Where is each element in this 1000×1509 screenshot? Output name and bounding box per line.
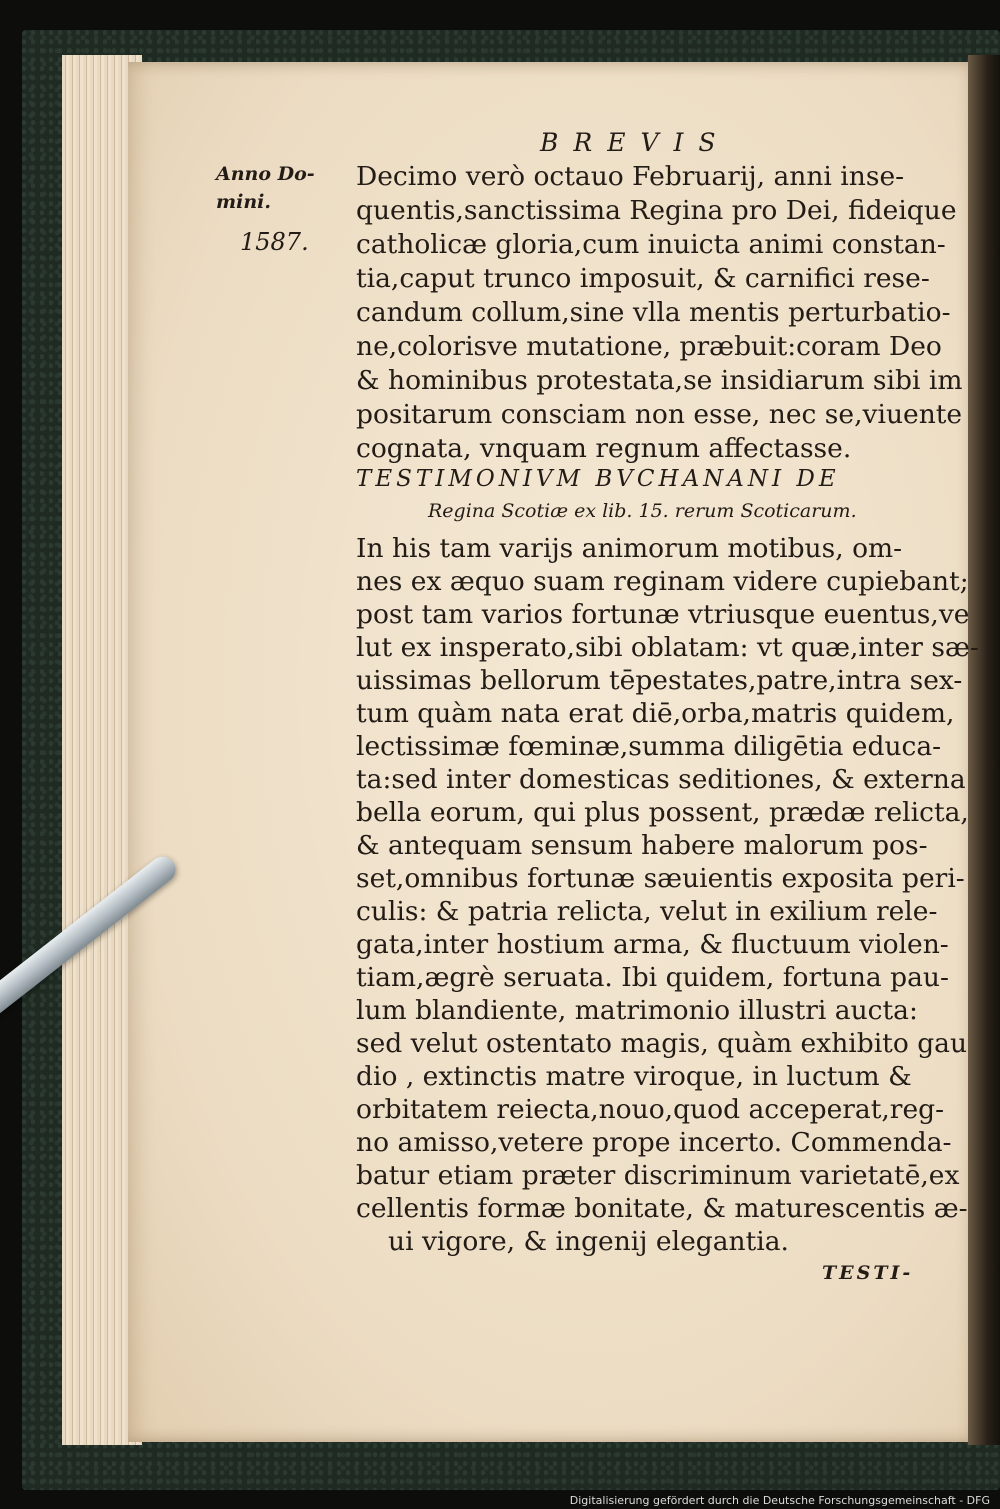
text-line: set,omnibus fortunæ sæuientis exposita peri- (356, 863, 965, 894)
margin-note-line: mini. (216, 191, 271, 213)
text-line: bella eorum, qui plus possent, prædæ relicta, (356, 797, 969, 828)
text-line: tiam,ægrè seruata. Ibi quidem, fortuna pau- (356, 962, 949, 993)
text-line: lum blandiente, matrimonio illustri aucta: (356, 995, 918, 1026)
catchword: TESTI- (822, 1262, 914, 1284)
margin-note-line: Anno Do- (216, 163, 315, 185)
text-line: batur etiam præter discriminum varietatē,ex (356, 1160, 960, 1191)
text-line: ta:sed inter domesticas seditiones, & externa (356, 764, 966, 795)
text-line: candum collum,sine vlla mentis perturbatio- (356, 297, 951, 328)
text-line: orbitatem reiecta,nouo,quod acceperat,reg- (356, 1094, 945, 1125)
text-line: ui vigore, & ingenij elegantia. (388, 1226, 789, 1257)
footer-credit: Digitalisierung gefördert durch die Deutsche Forschungsgemeinschaft - DFG (569, 1494, 990, 1507)
text-line: lut ex insperato,sibi oblatam: vt quæ,inter sæ- (356, 632, 979, 663)
text-line: lectissimæ fœminæ,summa diligētia educa- (356, 731, 942, 762)
text-line: no amisso,vetere prope incerto. Commenda- (356, 1127, 952, 1158)
text-line: sed velut ostentato magis, quàm exhibito gau (356, 1028, 968, 1059)
book-gutter (968, 55, 1000, 1445)
text-line: & hominibus protestata,se insidiarum sibi im (356, 365, 963, 396)
text-line: Decimo verò octauo Februarij, anni inse- (356, 161, 905, 192)
text-line: post tam varios fortunæ vtriusque euentus,ve (356, 599, 970, 630)
text-line: cognata, vnquam regnum affectasse. (356, 433, 852, 464)
text-line: catholicæ gloria,cum inuicta animi constan- (356, 229, 946, 260)
text-line: culis: & patria relicta, velut in exilium rele- (356, 896, 938, 927)
text-line: cellentis formæ bonitate, & maturescentis æ- (356, 1193, 968, 1224)
text-line: tum quàm nata erat diē,orba,matris quidem, (356, 698, 955, 729)
text-line: & antequam sensum habere malorum pos- (356, 830, 928, 861)
running-head: BREVIS (540, 128, 731, 157)
text-line: In his tam varijs animorum motibus, om- (356, 533, 903, 564)
text-line: tia,caput trunco imposuit, & carnifici rese- (356, 263, 930, 294)
text-line: quentis,sanctissima Regina pro Dei, fideique (356, 195, 957, 226)
text-line: uissimas bellorum tēpestates,patre,intra sex- (356, 665, 963, 696)
text-line: dio , extinctis matre viroque, in luctum & (356, 1061, 912, 1092)
section-heading: TESTIMONIVM BVCHANANI DE (356, 466, 840, 492)
section-subheading: Regina Scotiæ ex lib. 15. rerum Scoticarum. (428, 500, 857, 522)
margin-year: 1587. (240, 228, 309, 256)
text-line: gata,inter hostium arma, & fluctuum violen- (356, 929, 949, 960)
text-line: nes ex æquo suam reginam videre cupiebant; (356, 566, 969, 597)
text-line: positarum consciam non esse, nec se,viuente (356, 399, 963, 430)
text-line: ne,colorisve mutatione, præbuit:coram Deo (356, 331, 942, 362)
margin-note (216, 160, 326, 216)
